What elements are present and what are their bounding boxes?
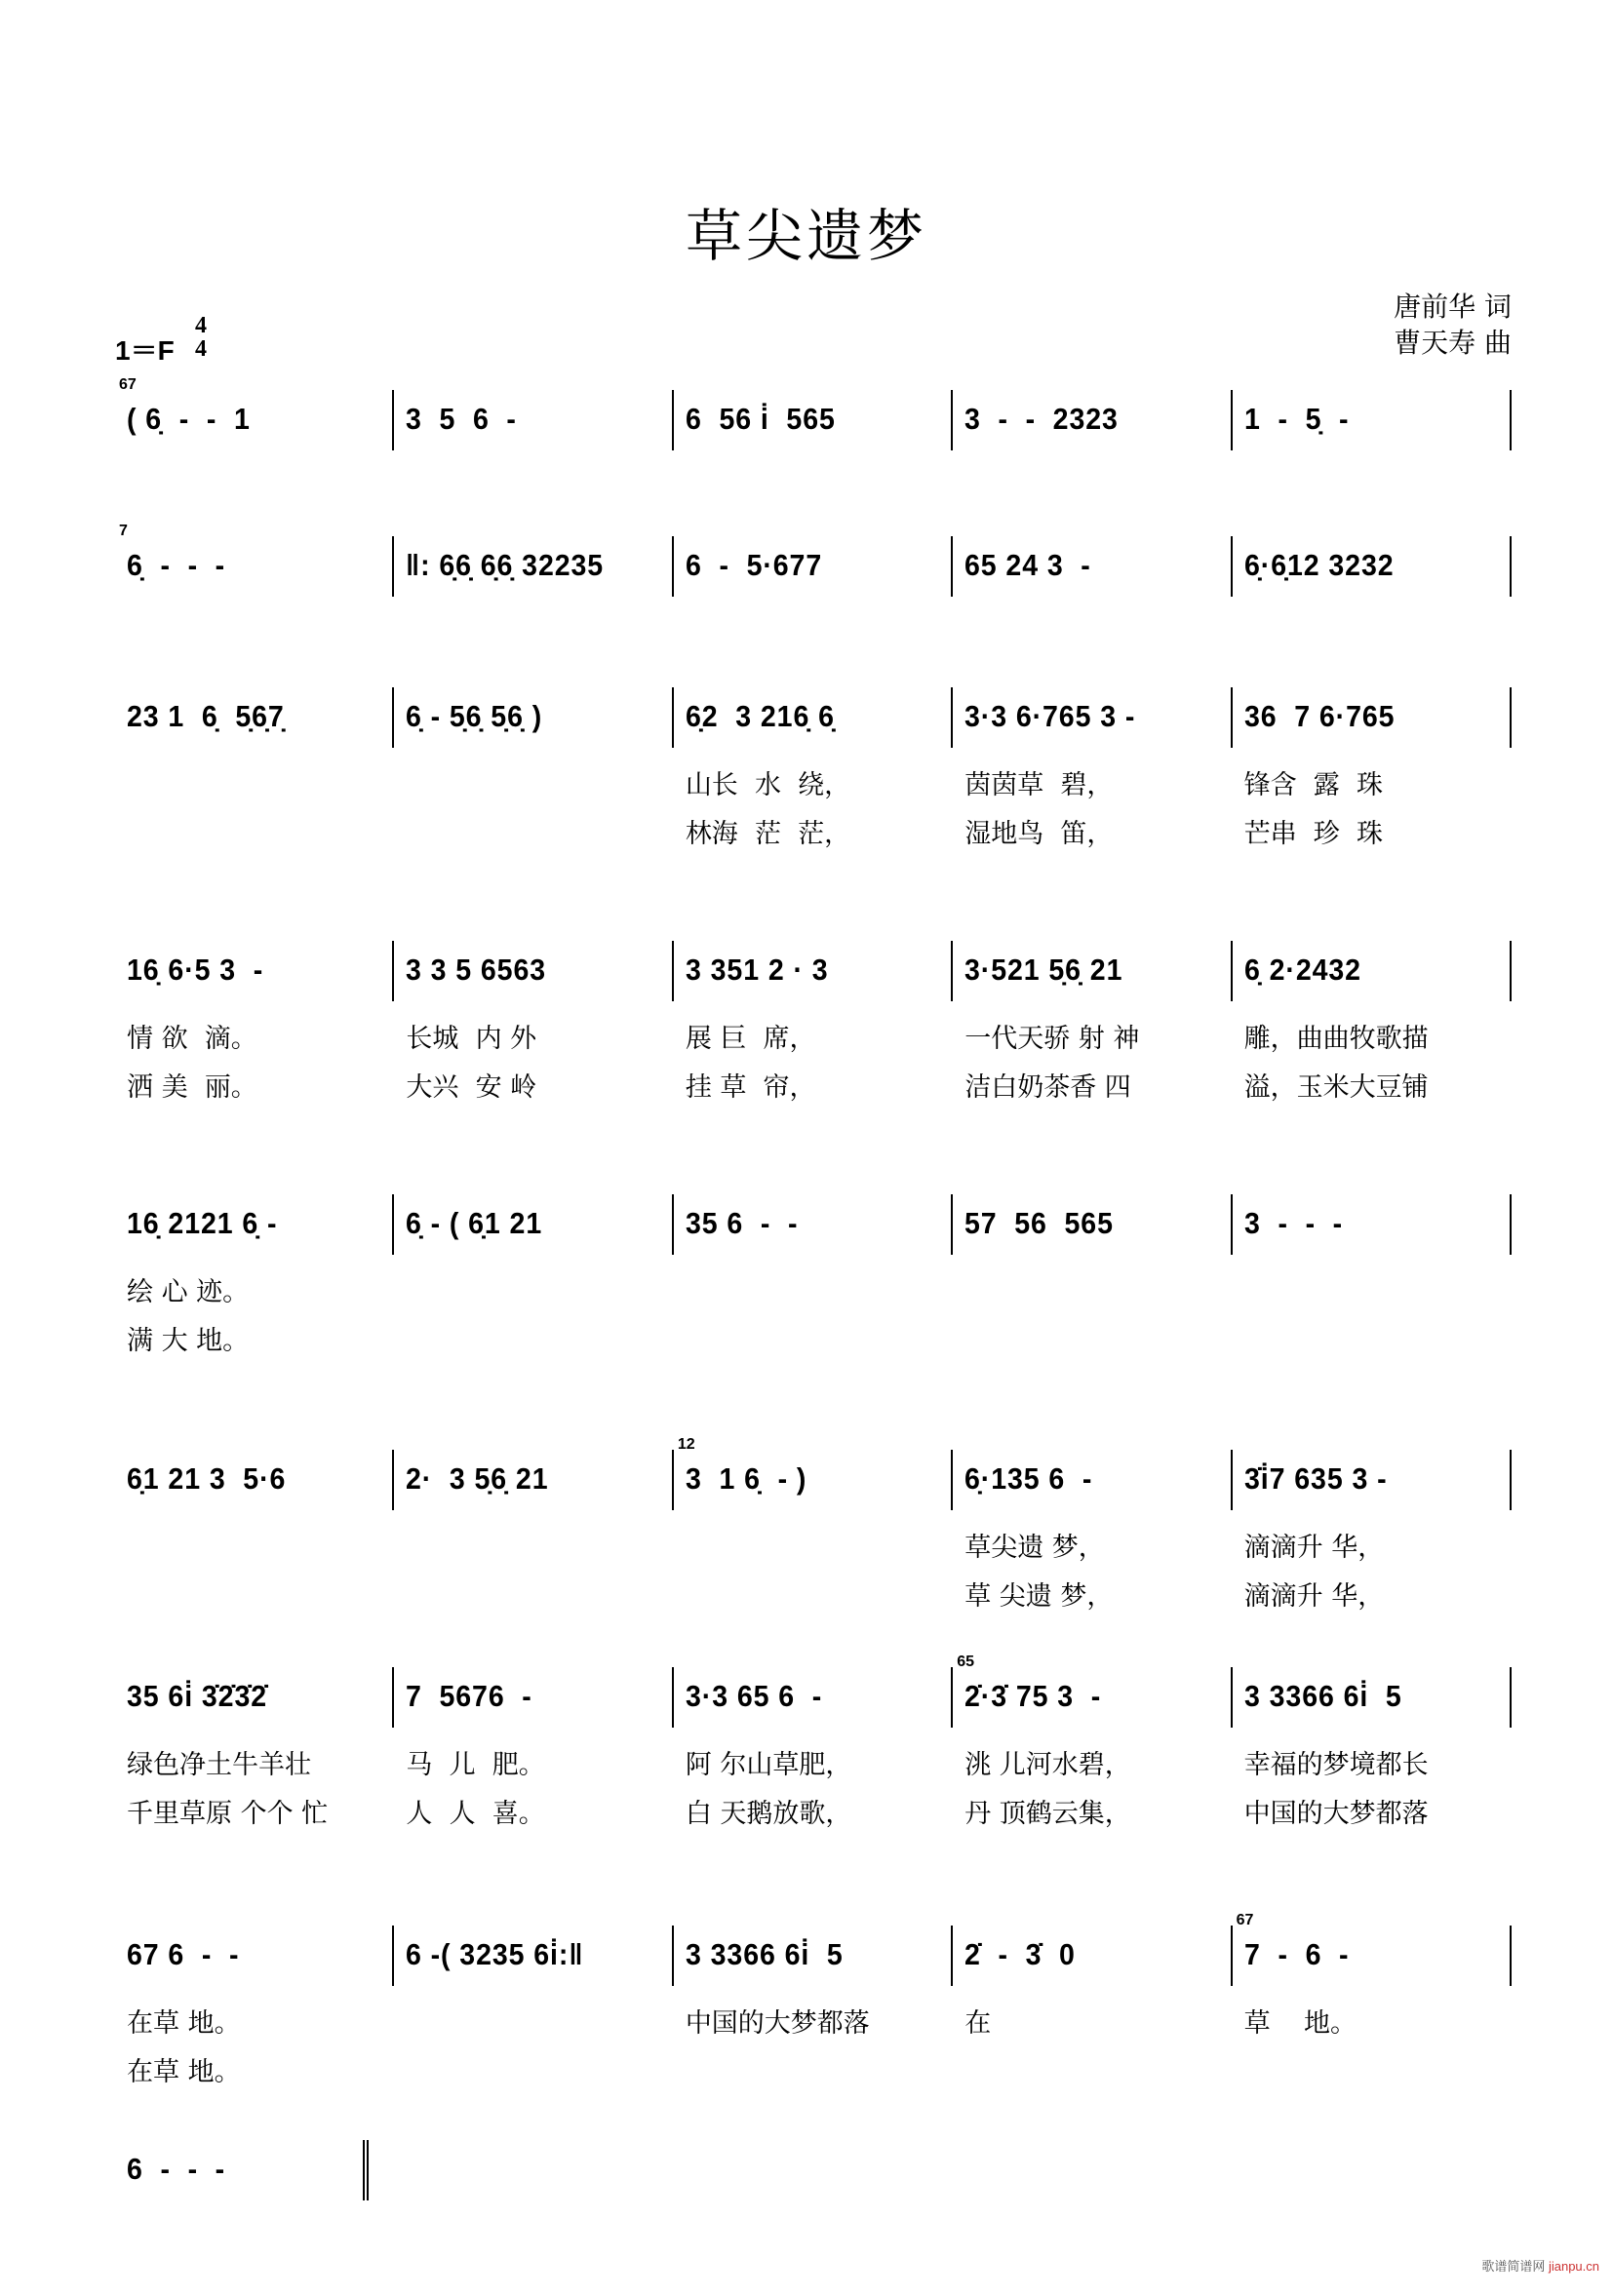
lyric-verse-2: 白 天鹅放歌， [685, 1799, 852, 1829]
measure [115, 1926, 392, 2087]
measure-notes: 3 - - - [1243, 1206, 1343, 1240]
measure-notes: 7 - 6 - [1243, 1937, 1350, 1971]
measure-notes: 16̣ 2121 6̣ - [127, 1206, 278, 1240]
measure [392, 1926, 671, 1986]
watermark-site: jianpu.cn [1548, 2259, 1599, 2274]
measure-notes: 3·3 6·765 3 - [964, 699, 1136, 733]
measure-notes: 6 -( 3235 6i̇:‖ [406, 1937, 584, 1971]
song-title: 草尖遗梦 [685, 203, 927, 269]
lyric-verse-2: 洁白奶茶香 四 [964, 1072, 1131, 1103]
measure [672, 687, 951, 849]
key-signature: 1＝F [115, 335, 175, 366]
measure-notes: 6̣·135 6 - [964, 1461, 1093, 1496]
measure-notes: 6̣ - ( 6̣1 21 [406, 1206, 543, 1240]
measure-notes: 3 5 6 - [406, 402, 518, 436]
measure-notes: 35 6 - - [685, 1206, 799, 1240]
measure-notes: 6̣ - - - [127, 548, 226, 582]
measure-notes: 6 - - - [127, 2152, 226, 2186]
measure [1231, 390, 1512, 450]
staff-row [115, 1436, 1512, 1612]
lyric-verse-1: 茵茵草 碧， [964, 770, 1114, 800]
measure [115, 687, 392, 748]
measure [951, 687, 1230, 849]
lyric-verse-1: 山长 水 绕， [685, 770, 851, 800]
measure-notes: 3 3366 6i̇ 5 [1243, 1679, 1402, 1713]
staff-row [115, 687, 1512, 849]
measure [115, 941, 392, 1103]
watermark-cn: 歌谱简谱网 [1481, 2259, 1546, 2274]
watermark [1481, 2256, 1599, 2275]
grace-note: 67 [1236, 1912, 1254, 1928]
lyric-verse-1: 雕，曲曲牧歌描 [1243, 1024, 1429, 1054]
measure [115, 2140, 369, 2200]
measure [1231, 1450, 1512, 1612]
measure [115, 376, 392, 450]
lyric-verse-1: 在草 地。 [127, 2008, 241, 2039]
lyric-verse-2: 湿地鸟 笛， [964, 819, 1114, 849]
staff-row [115, 1912, 1512, 2087]
measure-notes: 67 6 - - [127, 1937, 240, 1971]
lyric-verse-1: 阿 尔山草肥， [685, 1750, 852, 1780]
measure-notes: ‖: 6̣6̣ 6̣6̣ 32235 [406, 548, 605, 582]
lyric-verse-2: 在草 地。 [127, 2057, 241, 2087]
measure [951, 941, 1230, 1103]
measure [672, 941, 951, 1103]
lyric-verse-1: 展 巨 席， [685, 1024, 816, 1054]
lyric-verse-1: 草尖遗 梦， [964, 1533, 1105, 1563]
measure [115, 1667, 392, 1829]
measure-notes: 2· 3 5̣6̣ 21 [406, 1461, 549, 1496]
measure [672, 1436, 951, 1510]
measure-notes: 3 1 6̣ - ) [685, 1461, 807, 1496]
measure [1231, 1194, 1512, 1255]
grace-note: 12 [677, 1436, 695, 1453]
composer-credit: 曹天寿 曲 [1394, 327, 1512, 359]
measure-notes: 6̣ - 5̣6̣ 5̣6̣ ) [406, 699, 543, 733]
lyric-verse-2: 满 大 地。 [127, 1326, 250, 1356]
measure [1231, 536, 1512, 597]
lyric-verse-1: 绘 心 迹。 [127, 1277, 250, 1307]
lyric-verse-1: 锋含 露 珠 [1243, 770, 1383, 800]
measure [951, 536, 1230, 597]
measure-notes: 6 56 i̇ 565 [685, 402, 836, 436]
measure [1231, 687, 1512, 849]
measure [951, 1654, 1230, 1829]
measure-notes: 3·3 65 6 - [685, 1679, 822, 1713]
grace-note: 65 [957, 1654, 975, 1670]
measure [951, 1450, 1230, 1612]
lyric-verse-1: 在 [964, 2008, 992, 2039]
measure-notes: 1 - 5̣ - [1243, 402, 1350, 436]
lyric-verse-2: 芒串 珍 珠 [1243, 819, 1383, 849]
measure [672, 1194, 951, 1255]
measure [392, 390, 671, 450]
lyric-verse-2: 林海 茫 茫， [685, 819, 851, 849]
measure-notes: 6̣1 21 3 5·6 [127, 1461, 287, 1496]
measure-notes: 3 351 2 · 3 [685, 953, 829, 987]
measure-notes: 6 - 5·677 [685, 548, 822, 582]
measure-notes: 16̣ 6·5 3 - [127, 953, 264, 987]
staff-row [115, 2140, 369, 2296]
grace-note: 67 [119, 376, 137, 393]
measure-notes: ( 6̣ - - 1 [127, 402, 251, 436]
measure-notes: 6̣ 2·2432 [1243, 953, 1361, 987]
measure [672, 1926, 951, 2039]
measure [115, 523, 392, 597]
measure-notes: 57 56 565 [964, 1206, 1115, 1240]
lyric-verse-2: 大兴 安 岭 [406, 1072, 537, 1103]
measure [951, 390, 1230, 450]
measure-notes: 2̇ - 3̇ 0 [964, 1937, 1077, 1971]
measure [392, 1450, 671, 1510]
measure [1231, 1667, 1512, 1829]
time-signature-top: 4 [195, 313, 207, 338]
lyric-verse-1: 滴滴升 华， [1243, 1533, 1385, 1563]
measure [392, 1194, 671, 1255]
measure [1231, 1912, 1512, 2039]
measure [392, 536, 671, 597]
measure [672, 390, 951, 450]
lyric-verse-2: 洒 美 丽。 [127, 1072, 257, 1103]
measure-notes: 7 5676 - [406, 1679, 533, 1713]
measure-notes: 3·521 5̣6̣ 21 [964, 953, 1123, 987]
time-signature-bottom: 4 [195, 336, 207, 362]
measure [672, 1667, 951, 1829]
time-signature [195, 314, 207, 361]
staff-row [115, 523, 1512, 692]
lyric-verse-1: 中国的大梦都落 [685, 2008, 870, 2039]
lyric-verse-2: 草 尖遗 梦， [964, 1581, 1114, 1612]
measure [392, 941, 671, 1103]
lyricist-credit: 唐前华 词 [1394, 291, 1512, 323]
staff-row [115, 376, 1512, 546]
measure [392, 1667, 671, 1829]
lyric-verse-1: 洮 儿河水碧， [964, 1750, 1131, 1780]
lyric-verse-1: 幸福的梦境都长 [1243, 1750, 1429, 1780]
lyric-verse-1: 长城 内 外 [406, 1024, 537, 1054]
measure-notes: 3 3366 6i̇ 5 [685, 1937, 844, 1971]
lyric-verse-2: 滴滴升 华， [1243, 1581, 1385, 1612]
measure-notes: 36 7 6·765 [1243, 699, 1396, 733]
lyric-verse-1: 马 儿 肥。 [406, 1750, 545, 1780]
measure-notes: 35 6i̇ 3̇2̇3̇2̇ [127, 1679, 268, 1713]
lyric-verse-2: 千里草原 个个 忙 [127, 1799, 329, 1829]
lyric-verse-2: 中国的大梦都落 [1243, 1799, 1429, 1829]
lyric-verse-1: 草 地。 [1243, 2008, 1357, 2039]
staff-row [115, 941, 1512, 1103]
measure-notes: 6̣·6̣12 3232 [1243, 548, 1395, 582]
lyric-verse-1: 绿色净土牛羊壮 [127, 1750, 311, 1780]
measure [951, 1194, 1230, 1255]
lyric-verse-1: 一代天骄 射 神 [964, 1024, 1140, 1054]
measure-notes: 23 1 6̣ 5̣6̣7̣ [127, 699, 285, 733]
measure-notes: 3 3 5 6563 [406, 953, 547, 987]
measure [115, 1450, 392, 1510]
measure [392, 687, 671, 748]
grace-note: 7 [119, 523, 128, 539]
measure-notes: 3̇i̇7 635 3 - [1243, 1461, 1388, 1496]
staff-row [115, 1654, 1512, 1829]
lyric-verse-2: 挂 草 帘， [685, 1072, 816, 1103]
measure-notes: 2̇·3̇ 75 3 - [964, 1679, 1102, 1713]
measure [672, 536, 951, 597]
lyric-verse-2: 人 人 喜。 [406, 1799, 545, 1829]
measure [951, 1926, 1230, 2039]
staff-row [115, 1194, 1512, 1356]
lyric-verse-1: 情 欲 滴。 [127, 1024, 257, 1054]
measure [115, 1194, 392, 1356]
measure [1231, 941, 1512, 1103]
measure-notes: 3 - - 2323 [964, 402, 1120, 436]
measure-notes: 65 24 3 - [964, 548, 1091, 582]
lyric-verse-2: 丹 顶鹤云集， [964, 1799, 1131, 1829]
measure-notes: 6̣2 3 216̣ 6̣ [685, 699, 835, 733]
lyric-verse-2: 溢，玉米大豆铺 [1243, 1072, 1429, 1103]
